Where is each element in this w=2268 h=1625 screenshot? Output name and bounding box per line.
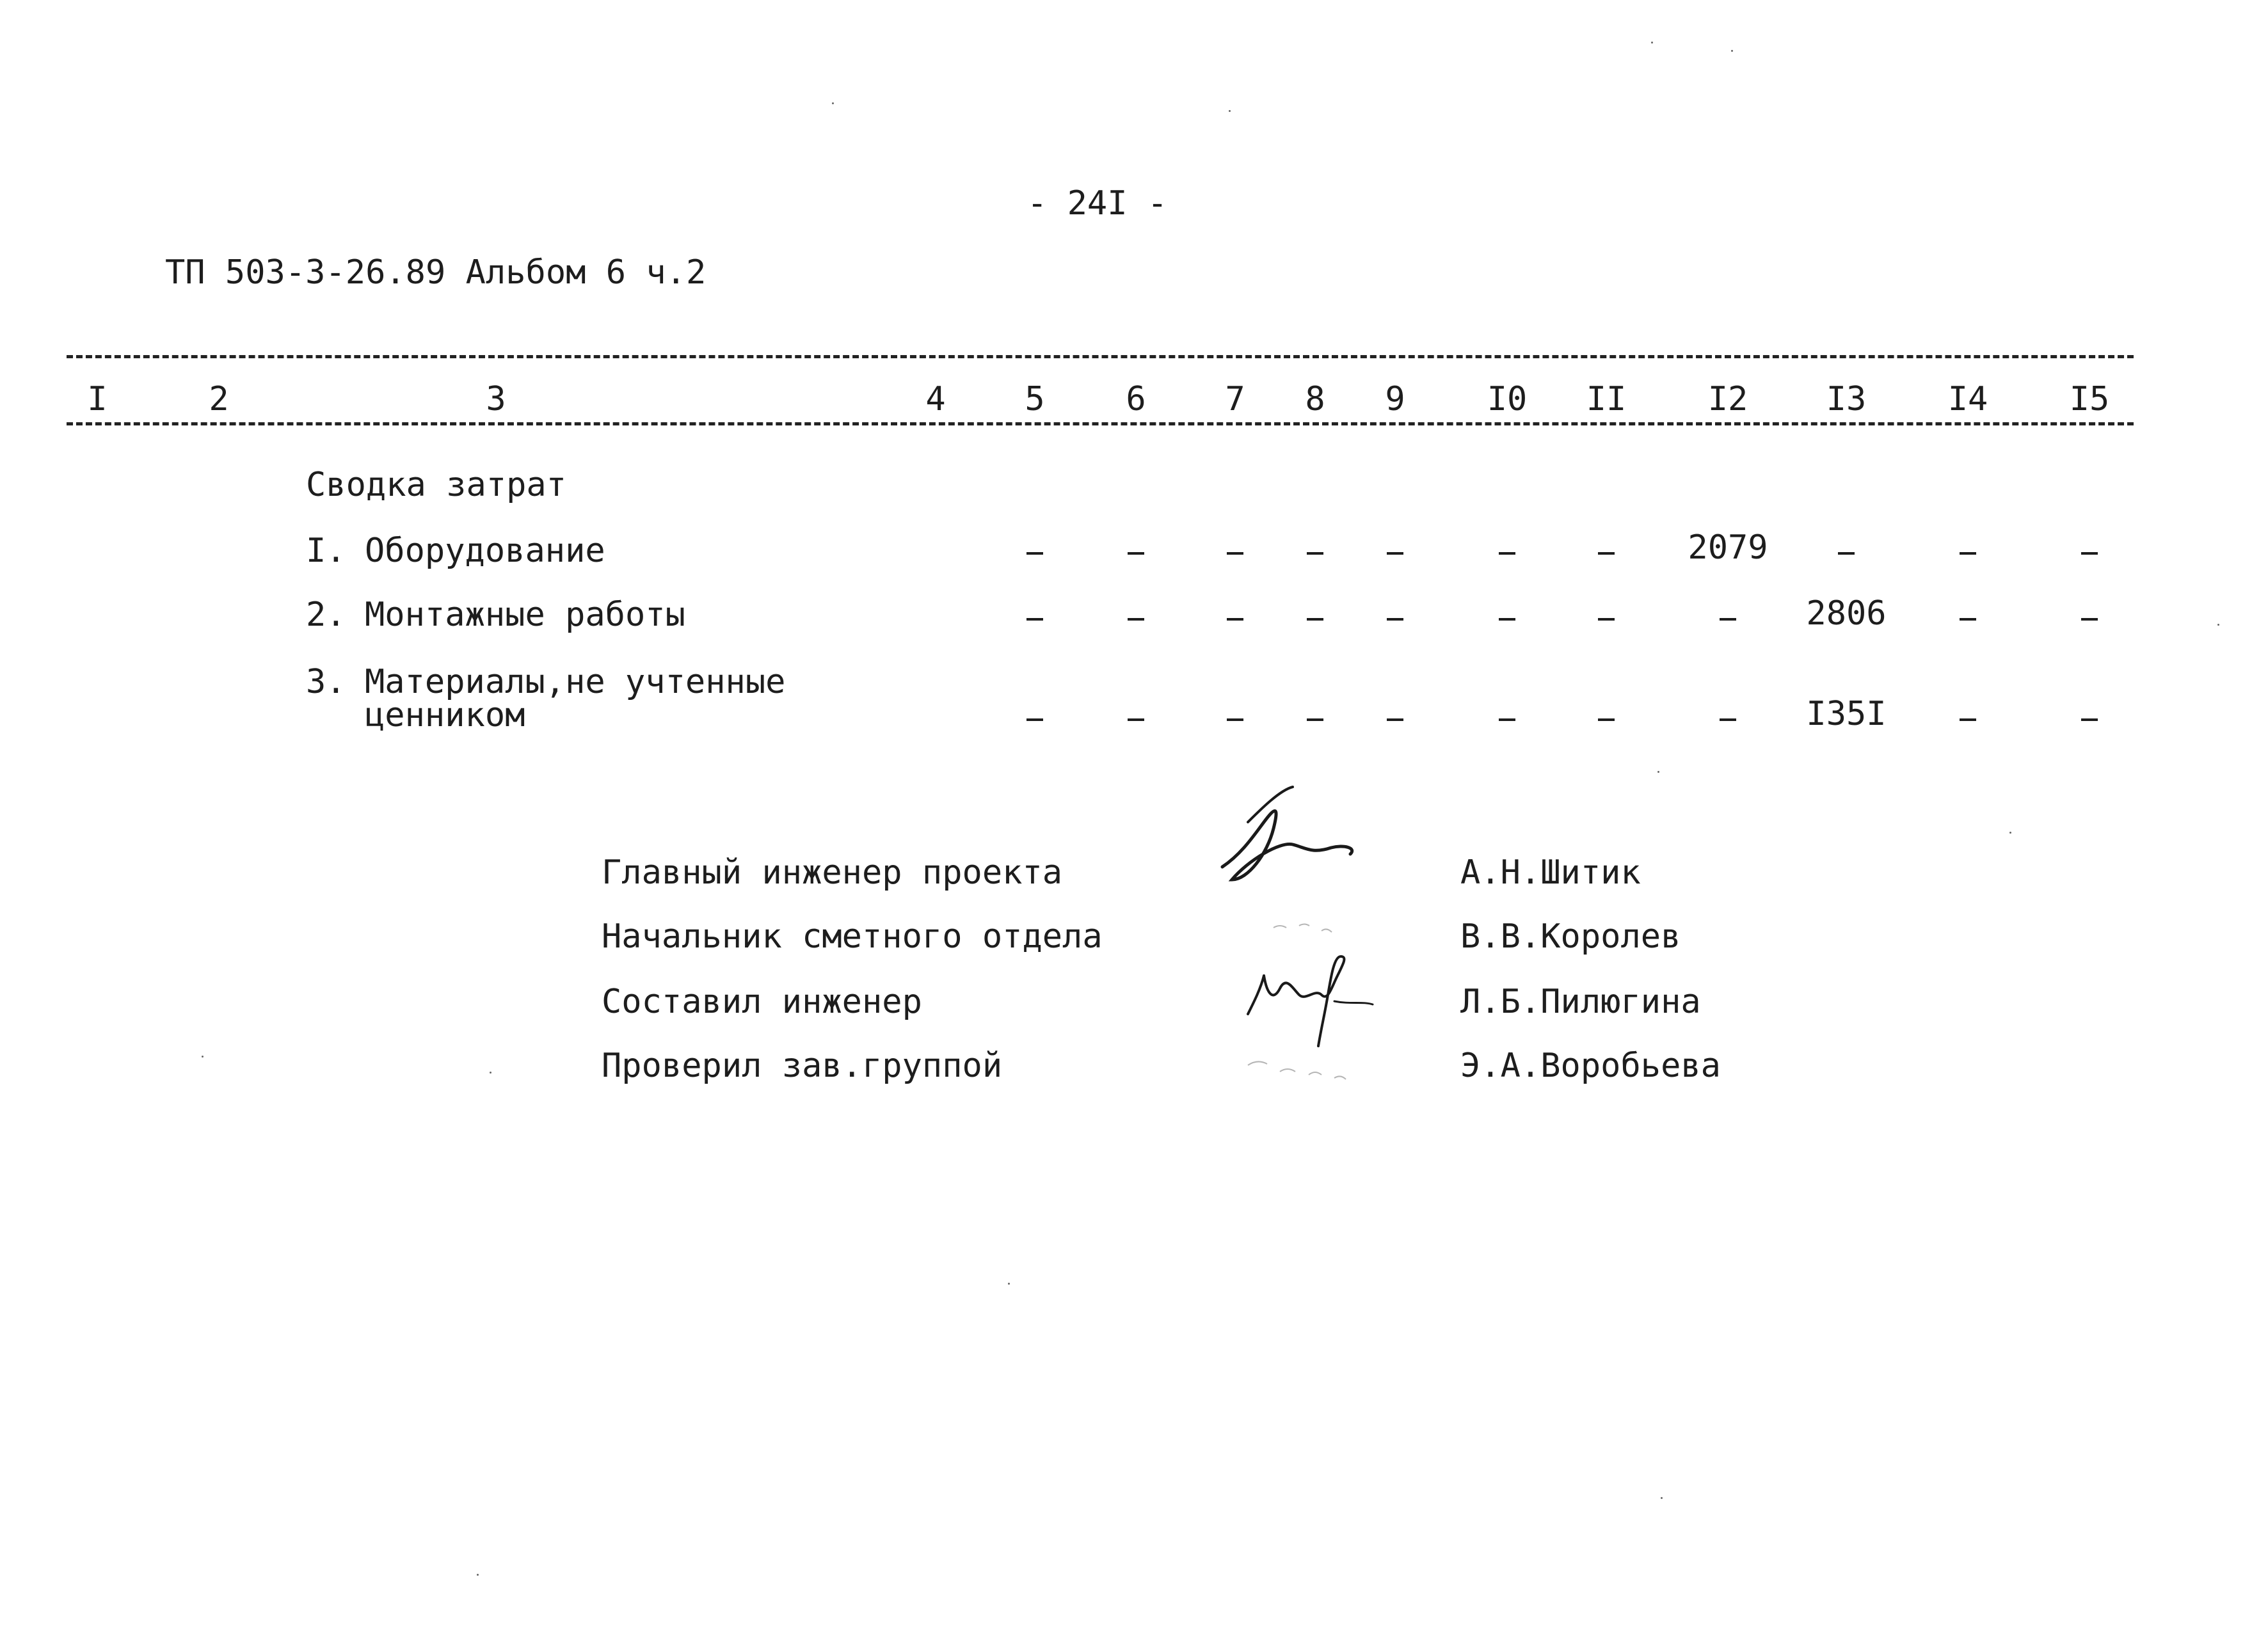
item-label: Монтажные работы (365, 596, 685, 634)
column-number: I4 (1947, 380, 1988, 418)
empty-cell-dash (1227, 618, 1243, 621)
item-number: 3. (306, 663, 346, 701)
table-rule-bottom (67, 422, 2134, 425)
summary-title: Сводка затрат (306, 466, 566, 504)
signatory-role: Начальник сметного отдела (602, 917, 1103, 956)
empty-cell-dash (1026, 618, 1043, 621)
empty-cell-dash (1387, 718, 1403, 721)
document-code: ТП 503-3-26.89 Альбом 6 ч.2 (165, 253, 707, 292)
empty-cell-dash (1598, 552, 1615, 555)
cost-value: 2079 (1688, 528, 1768, 567)
signatory-name: А.Н.Шитик (1460, 853, 1641, 892)
column-number: 3 (486, 380, 506, 418)
signatory-name: Л.Б.Пилюгина (1460, 983, 1701, 1021)
empty-cell-dash (1960, 552, 1976, 555)
empty-cell-dash (1128, 718, 1144, 721)
column-number: I0 (1487, 380, 1528, 418)
column-number: 8 (1305, 380, 1325, 418)
empty-cell-dash (2081, 618, 2098, 621)
item-label: Оборудование (365, 532, 605, 570)
signatory-role: Составил инженер (602, 983, 922, 1021)
empty-cell-dash (2081, 552, 2098, 555)
empty-cell-dash (1499, 718, 1515, 721)
column-number: II (1586, 380, 1627, 418)
page-number: - 24I - (1027, 184, 1168, 223)
empty-cell-dash (1499, 552, 1515, 555)
empty-cell-dash (2081, 718, 2098, 721)
handwritten-signatures (1203, 784, 1421, 1104)
column-number: 4 (925, 380, 946, 418)
column-number: 5 (1025, 380, 1045, 418)
item-label: Материалы,не учтенные (365, 663, 786, 701)
empty-cell-dash (1227, 552, 1243, 555)
empty-cell-dash (1307, 618, 1323, 621)
empty-cell-dash (1227, 718, 1243, 721)
empty-cell-dash (1026, 718, 1043, 721)
empty-cell-dash (1720, 718, 1736, 721)
empty-cell-dash (1387, 618, 1403, 621)
cost-value: 2806 (1806, 594, 1887, 633)
table-rule-top (67, 355, 2134, 358)
column-number: 6 (1126, 380, 1146, 418)
signatory-role: Главный инженер проекта (602, 853, 1063, 892)
empty-cell-dash (1598, 718, 1615, 721)
column-number: 7 (1225, 380, 1245, 418)
empty-cell-dash (1128, 618, 1144, 621)
column-number: I3 (1826, 380, 1867, 418)
column-number: I2 (1707, 380, 1748, 418)
item-label: ценником (365, 696, 525, 734)
empty-cell-dash (1387, 552, 1403, 555)
empty-cell-dash (1307, 718, 1323, 721)
empty-cell-dash (1960, 718, 1976, 721)
empty-cell-dash (1720, 618, 1736, 621)
empty-cell-dash (1838, 552, 1855, 555)
signatory-role: Проверил зав.группой (602, 1047, 1003, 1085)
item-number: I. (306, 532, 346, 570)
signatory-name: Э.А.Воробьева (1460, 1047, 1721, 1085)
item-number: 2. (306, 596, 346, 634)
column-number: I (87, 380, 108, 418)
empty-cell-dash (1960, 618, 1976, 621)
column-number: 2 (209, 380, 229, 418)
column-number: 9 (1385, 380, 1405, 418)
signatory-name: В.В.Королев (1460, 917, 1681, 956)
column-number: I5 (2069, 380, 2110, 418)
cost-value: I35I (1806, 695, 1887, 733)
empty-cell-dash (1128, 552, 1144, 555)
empty-cell-dash (1598, 618, 1615, 621)
empty-cell-dash (1026, 552, 1043, 555)
empty-cell-dash (1499, 618, 1515, 621)
empty-cell-dash (1307, 552, 1323, 555)
